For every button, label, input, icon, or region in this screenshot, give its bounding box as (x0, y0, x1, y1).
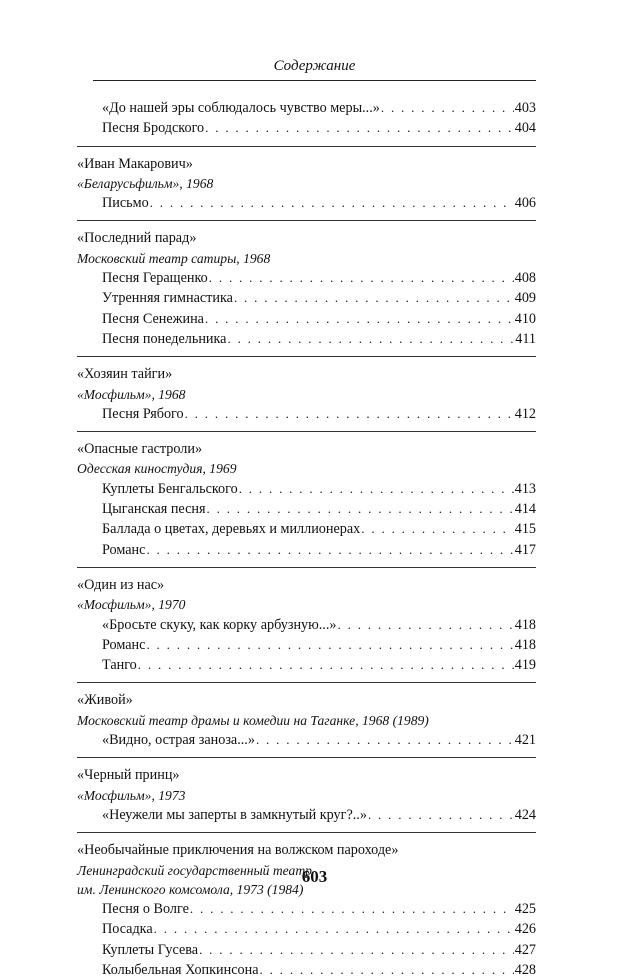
page-number: 603 (301, 867, 328, 886)
entry-title: Цыганская песня (102, 501, 206, 518)
toc-entry (77, 404, 536, 424)
toc-entry (77, 193, 536, 213)
toc-entry (77, 479, 536, 499)
section-title: «Черный принц» (77, 767, 180, 784)
section-divider (77, 356, 536, 357)
dot-leader (239, 479, 514, 498)
entry-title: Куплеты Бенгальского (102, 480, 238, 497)
toc-entry (77, 940, 536, 960)
dot-leader (199, 940, 514, 959)
toc-entry (77, 519, 536, 539)
toc-entry (77, 288, 536, 308)
section-title: «Живой» (77, 692, 133, 709)
entry-title: Песня Геращенко (102, 270, 208, 287)
dot-leader (256, 730, 514, 749)
section-divider (77, 832, 536, 833)
entry-title: «До нашей эры соблюдалось чувство меры...» (102, 100, 380, 116)
section-divider (77, 567, 536, 568)
entry-page-number: 424 (514, 806, 536, 823)
entry-page-number: 404 (514, 120, 536, 137)
entry-page-number: 406 (514, 195, 536, 212)
entry-title: Утренняя гимнастика (102, 290, 233, 307)
dot-leader (154, 919, 514, 938)
entry-title: Письмо (102, 195, 149, 212)
section-subtitle: им. Ленинского комсомола, 1973 (1984) (77, 881, 304, 897)
toc-entry (77, 540, 536, 560)
dot-leader (146, 540, 513, 559)
dot-leader (185, 404, 514, 423)
toc-section (77, 766, 536, 825)
entry-page-number: 419 (514, 657, 536, 674)
toc-section (77, 691, 536, 750)
toc-entry (77, 919, 536, 939)
entry-page-number: 413 (514, 480, 536, 497)
running-header: Содержание (273, 58, 356, 74)
section-subtitle: «Мосфильм», 1973 (77, 787, 186, 803)
entry-title: «Неужели мы заперты в замкнутый круг?..» (102, 806, 367, 823)
dot-leader (150, 193, 514, 212)
toc-entry (77, 118, 536, 138)
section-subtitle: «Беларусьфильм», 1968 (77, 175, 214, 191)
toc-section (77, 576, 536, 675)
toc-entry (77, 615, 536, 635)
section-title: «Необычайные приключения на волжском пароходе» (77, 842, 399, 859)
entry-page-number: 418 (514, 636, 536, 653)
entry-title: Песня Бродского (102, 120, 205, 137)
toc-entry (77, 635, 536, 655)
entry-title: Колыбельная Хопкинсона (102, 961, 259, 978)
toc-entry (77, 329, 536, 349)
entry-page-number: 427 (514, 941, 536, 958)
toc-entry (77, 499, 536, 519)
entry-title: Баллада о цветах, деревьях и миллионерах (102, 521, 361, 538)
toc-section (77, 155, 536, 214)
entry-page-number: 408 (514, 270, 536, 287)
toc-entry (77, 268, 536, 288)
dot-leader (361, 519, 513, 538)
entry-title: Романс (102, 636, 146, 653)
section-subtitle: Одесская киностудия, 1969 (77, 461, 237, 477)
entry-page-number: 426 (514, 921, 536, 938)
dot-leader (209, 268, 514, 287)
section-title: «Опасные гастроли» (77, 441, 203, 458)
entry-page-number: 414 (514, 501, 536, 518)
entry-title: Песня понедельника (102, 330, 227, 347)
entry-title: Песня Сенежина (102, 310, 204, 327)
toc-section (77, 98, 536, 139)
toc-section (77, 440, 536, 560)
section-divider (77, 431, 536, 432)
toc-entry (77, 805, 536, 825)
section-title: «Хозяин тайги» (77, 366, 173, 383)
dot-leader (138, 655, 514, 674)
section-title: «Иван Макарович» (77, 155, 193, 172)
dot-leader (205, 118, 514, 137)
dot-leader (207, 499, 514, 518)
toc-entry (77, 730, 536, 750)
entry-title: Песня Рябого (102, 405, 184, 422)
section-subtitle: «Мосфильм», 1968 (77, 386, 186, 402)
entry-page-number: 417 (514, 541, 536, 558)
entry-page-number: 421 (514, 732, 536, 749)
dot-leader (190, 899, 514, 918)
entry-page-number: 425 (514, 901, 536, 918)
entry-page-number: 418 (514, 616, 536, 633)
dot-leader (227, 329, 514, 348)
section-subtitle: «Мосфильм», 1970 (77, 597, 186, 613)
entry-title: Романс (102, 541, 146, 558)
header-rule (93, 80, 536, 81)
entry-title: Песня о Волге (102, 901, 189, 918)
dot-leader (338, 615, 514, 634)
entry-title: «Бросьте скуку, как корку арбузную...» (102, 616, 337, 633)
section-divider (77, 146, 536, 147)
dot-leader (234, 288, 514, 307)
entry-page-number: 415 (514, 521, 536, 538)
toc-section (77, 841, 536, 980)
table-of-contents (77, 98, 536, 980)
toc-entry (77, 98, 536, 118)
section-subtitle: Московский театр сатиры, 1968 (77, 250, 271, 266)
toc-section (77, 365, 536, 424)
toc-entry (77, 309, 536, 329)
dot-leader (205, 309, 514, 328)
section-subtitle: Ленинградский государственный театр (77, 862, 312, 878)
entry-title: «Видно, острая заноза...» (102, 732, 255, 749)
dot-leader (368, 805, 514, 824)
section-divider (77, 757, 536, 758)
section-title: «Последний парад» (77, 230, 197, 247)
toc-section (77, 229, 536, 349)
entry-page-number: 409 (514, 290, 536, 307)
section-divider (77, 682, 536, 683)
entry-title: Посадка (102, 921, 153, 938)
entry-page-number: 410 (514, 310, 536, 327)
section-title: «Один из нас» (77, 576, 165, 593)
dot-leader (381, 98, 514, 117)
section-subtitle: Московский театр драмы и комедии на Таганке, 1968 (1989) (77, 712, 429, 728)
entry-page-number: 412 (514, 405, 536, 422)
dot-leader (146, 635, 513, 654)
entry-page-number: 403 (514, 100, 536, 116)
toc-entry (77, 655, 536, 675)
entry-page-number: 428 (514, 961, 536, 978)
entry-title: Танго (102, 657, 137, 674)
entry-page-number: 411 (515, 330, 536, 347)
section-divider (77, 220, 536, 221)
toc-entry (77, 899, 536, 919)
entry-title: Куплеты Гусева (102, 941, 199, 958)
